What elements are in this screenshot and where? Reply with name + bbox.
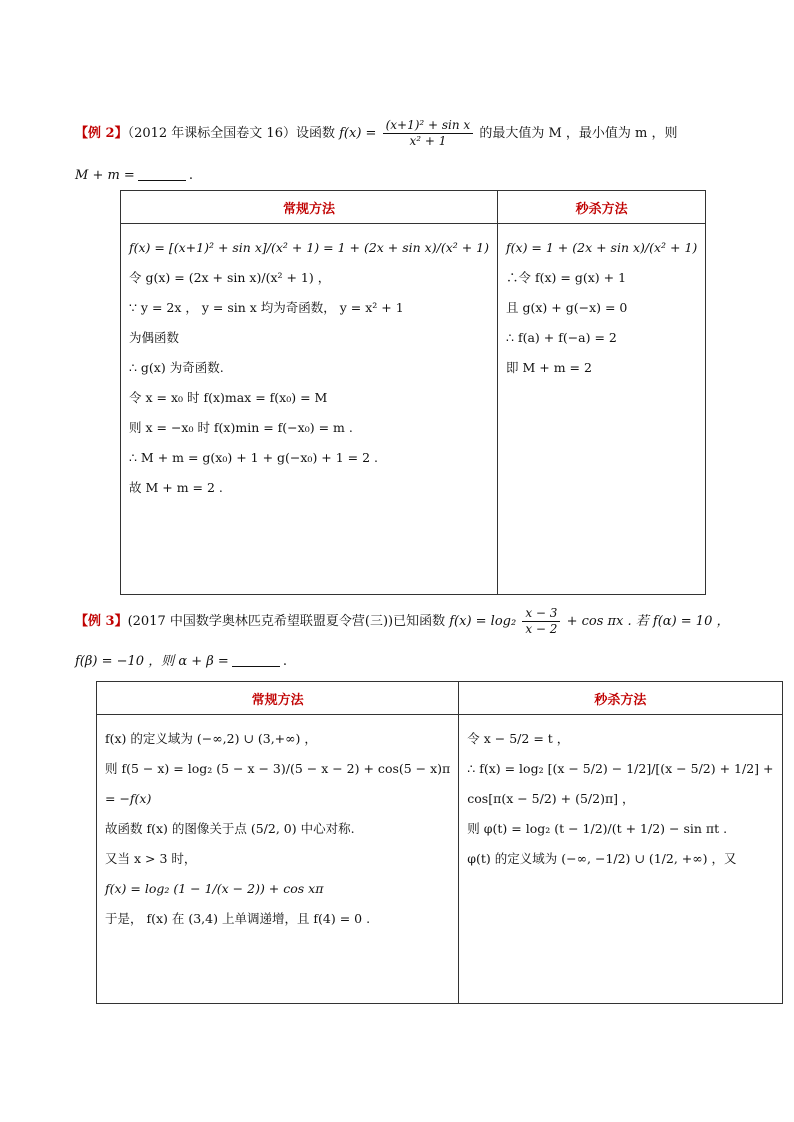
example-3-solution-table xyxy=(96,681,783,1004)
step-line: = −f(x) xyxy=(105,791,152,806)
conventional-method-cell xyxy=(97,715,459,1004)
header-conventional: 常规方法 xyxy=(97,682,459,715)
example-2-statement xyxy=(75,118,678,149)
answer-blank xyxy=(232,652,280,667)
step-line: ∴ M + m = g(x₀) + 1 + g(−x₀) + 1 = 2 . xyxy=(129,450,379,465)
quick-method-cell xyxy=(459,715,782,1004)
step-line: ∴ f(x) = log₂ [(x − 5/2) − 1/2]/[(x − 5/2) + 1/2] + xyxy=(467,761,774,776)
step-line: ∴ g(x) 为奇函数. xyxy=(129,360,224,375)
step-line: f(x) = log₂ (1 − 1/(x − 2)) + cos xπ xyxy=(105,881,324,896)
example-3-source: (2017 中国数学奥林匹克希望联盟夏令营(三))已知函数 xyxy=(127,614,446,629)
step-line: 则 x = −x₀ 时 f(x)min = f(−x₀) = m . xyxy=(129,420,353,435)
example-3-label: 【例 3】 xyxy=(75,614,128,629)
example-3-statement xyxy=(75,606,730,637)
step-line: 故 M + m = 2 . xyxy=(129,480,223,495)
step-line: ∴令 f(x) = g(x) + 1 xyxy=(506,270,627,285)
step-line: 则 φ(t) = log₂ (t − 1/2)/(t + 1/2) − sin πt . xyxy=(467,821,728,836)
step-line: φ(t) 的定义域为 (−∞, −1/2) ∪ (1/2, +∞) ，又 xyxy=(467,851,737,866)
example-2-source: （2012 年课标全国卷文 16）设函数 xyxy=(127,126,335,141)
answer-blank xyxy=(138,166,186,181)
step-line: 为偶函数 xyxy=(129,330,180,345)
header-conventional: 常规方法 xyxy=(121,191,498,224)
step-line: cos[π(x − 5/2) + (5/2)π] ， xyxy=(467,791,635,806)
example-3-answer-line: f(β) = −10 ，则 α + β = . xyxy=(75,654,287,669)
header-quick: 秒杀方法 xyxy=(459,682,782,715)
header-quick: 秒杀方法 xyxy=(498,191,706,224)
step-line: f(x) 的定义域为 (−∞,2) ∪ (3,+∞) ， xyxy=(105,731,317,746)
step-line: 且 g(x) + g(−x) = 0 xyxy=(506,300,628,315)
step-line: 故函数 f(x) 的图像关于点 (5/2, 0) 中心对称. xyxy=(105,821,355,836)
example-3-fraction: $\frac{x - 3}{x - 2}$ xyxy=(522,606,560,637)
quick-method-cell xyxy=(498,224,706,595)
example-3-fx: f(x) = log₂ xyxy=(449,614,517,629)
conventional-method-cell xyxy=(121,224,498,595)
step-line: 又当 x > 3 时， xyxy=(105,851,197,866)
example-2-solution-table xyxy=(120,190,706,595)
step-line: f(x) = 1 + (2x + sin x)/(x² + 1) xyxy=(506,240,698,255)
step-line: 令 x − 5/2 = t ， xyxy=(467,731,570,746)
step-line: ∵ y = 2x ， y = sin x 均为奇函数， y = x² + 1 xyxy=(129,300,404,315)
step-line: ∴ f(a) + f(−a) = 2 xyxy=(506,330,617,345)
step-line: 则 f(5 − x) = log₂ (5 − x − 3)/(5 − x − 2) + cos(5 − x)π xyxy=(105,761,451,776)
step-line: 即 M + m = 2 xyxy=(506,360,592,375)
step-line: 令 x = x₀ 时 f(x)max = f(x₀) = M xyxy=(129,390,328,405)
step-line: 于是， f(x) 在 (3,4) 上单调递增，且 f(4) = 0 . xyxy=(105,911,371,926)
example-2-fx: f(x) = xyxy=(339,126,377,141)
example-2-tail: 的最大值为 M ，最小值为 m ，则 xyxy=(479,126,678,141)
step-line: f(x) = [(x+1)² + sin x]/(x² + 1) = 1 + (2x + sin x)/(x² + 1) xyxy=(129,240,490,255)
example-2-fraction: $\frac{\text{(x+1)² + sin x}}{\text{x² + 1}}$ xyxy=(383,118,474,149)
example-2-label: 【例 2】 xyxy=(75,126,128,141)
example-3-tail: + cos πx . 若 f(α) = 10 ， xyxy=(566,614,730,629)
step-line: 令 g(x) = (2x + sin x)/(x² + 1) ， xyxy=(129,270,331,285)
example-2-answer-line: M + m = . xyxy=(75,168,193,183)
